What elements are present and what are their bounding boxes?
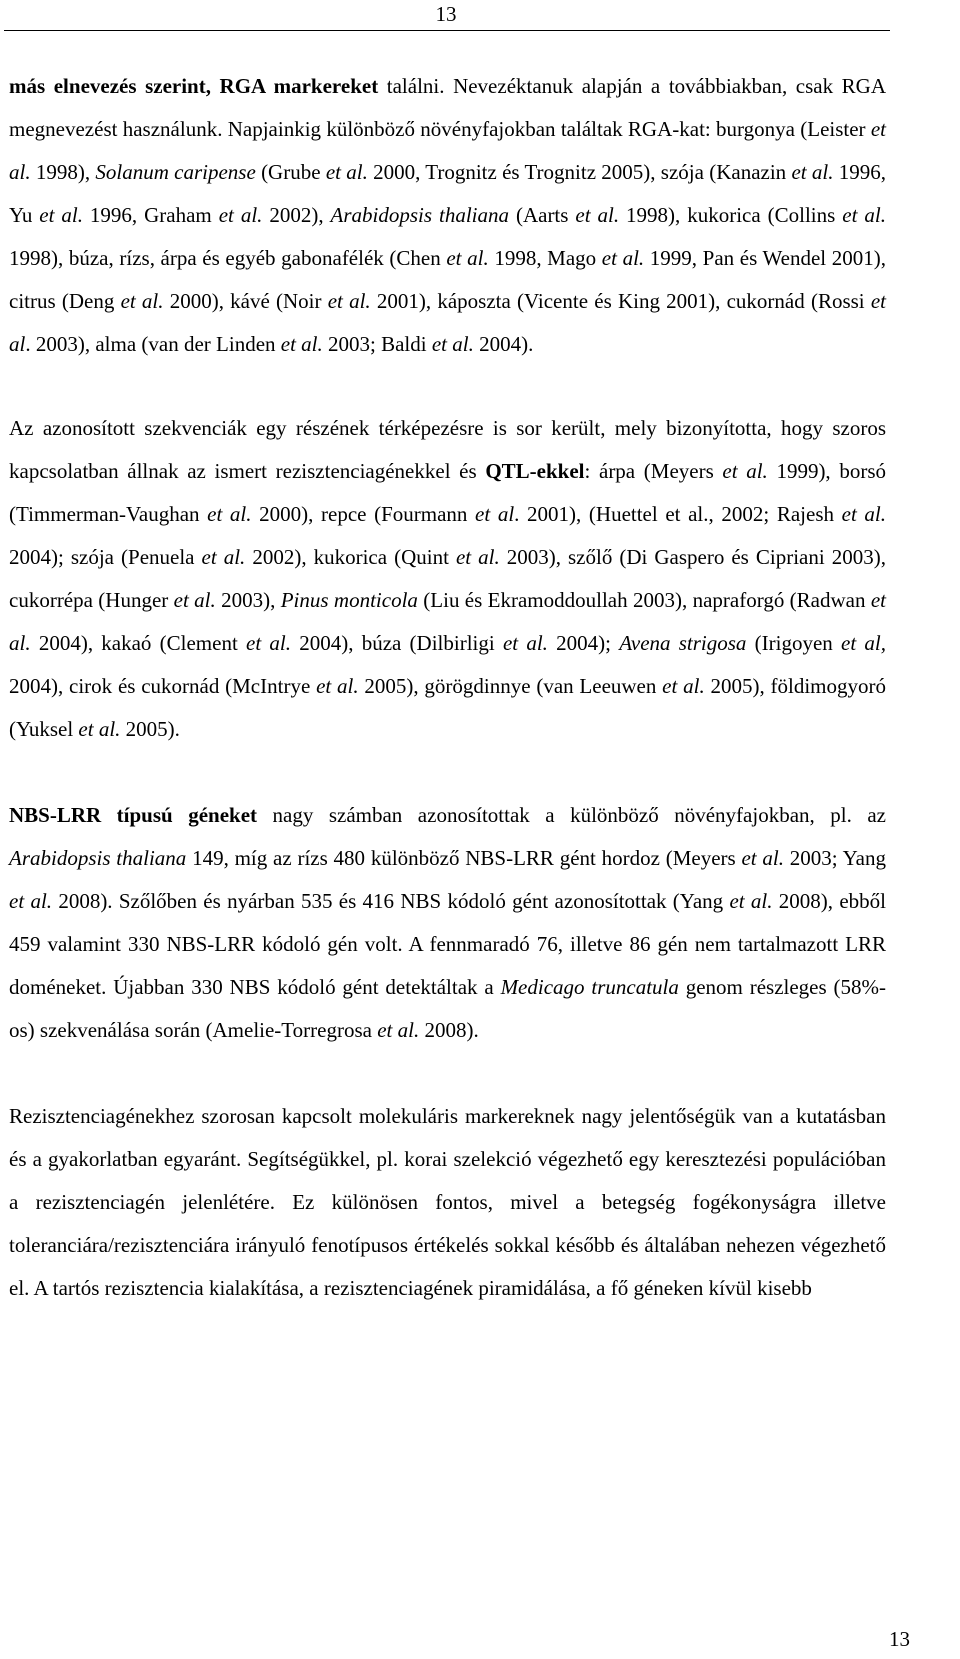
text-run: 1998), búza, rízs, árpa és egyéb gabonafélék (Chen (9, 246, 447, 270)
text-run: 1998), kukorica (Collins (619, 203, 843, 227)
italic-text: et al. (39, 203, 83, 227)
paragraph-1 (9, 65, 886, 366)
italic-text: Avena strigosa (619, 631, 747, 655)
italic-text: et al. (9, 117, 886, 184)
text-run: Az azonosított szekvenciák egy részének térképezésre is sor került, mely bizonyította, hogy szoros kapcsolatban állnak az ismert rezisztenciagénekkel és (9, 416, 886, 483)
text-run: : árpa (Meyers (584, 459, 723, 483)
text-run: 1998, Mago (488, 246, 602, 270)
italic-text: et al. (502, 631, 548, 655)
italic-text: et al. (601, 246, 645, 270)
text-run: 2004); szója (Penuela (9, 545, 202, 569)
text-run: 2003; Yang (783, 846, 886, 870)
text-run: (Grube (255, 160, 326, 184)
italic-text: et al. (842, 203, 886, 227)
text-run: 2004), cirok és cukornád (McIntrye (9, 674, 317, 698)
text-run: (Liu és Ekramoddoullah 2003), napraforgó (Radwan (417, 588, 871, 612)
text-run: 2008). (419, 1018, 479, 1042)
italic-text: et al. (207, 502, 252, 526)
italic-text: et al (9, 289, 886, 356)
italic-text: et al. (218, 203, 263, 227)
italic-text: Medicago truncatula (500, 975, 679, 999)
italic-text: Solanum caripense (95, 160, 256, 184)
italic-text: et al. (9, 588, 887, 655)
italic-text: et al. (662, 674, 705, 698)
text-run: 2003; Baldi (322, 332, 432, 356)
text-run: . 2003), alma (van der Linden (25, 332, 281, 356)
text-run: (Irigoyen (746, 631, 842, 655)
text-run: 2003), szőlő (Di Gaspero és Cipriani 2003), cukorrépa (Hunger (9, 545, 886, 612)
italic-text: Arabidopsis thaliana (330, 203, 510, 227)
italic-text: et al. (377, 1018, 420, 1042)
italic-text: et al. (201, 545, 246, 569)
italic-text: et al. (280, 332, 323, 356)
text-run: 2005), görögdinnye (van Leeuwen (358, 674, 663, 698)
text-run: 1999, Pan és Wendel 2001), citrus (Deng (9, 246, 886, 313)
italic-text: et al. (791, 160, 834, 184)
italic-text: et al, (841, 631, 886, 655)
italic-text: et al. (741, 846, 784, 870)
italic-text: et al. (446, 246, 489, 270)
text-run: 2004), búza (Dilbirligi (291, 631, 503, 655)
paragraph-2 (9, 407, 886, 751)
text-run: 149, míg az rízs 480 különböző NBS-LRR gént hordoz (Meyers (186, 846, 742, 870)
document-body (9, 65, 886, 1310)
italic-text: et al. (173, 588, 216, 612)
text-run: 1996, Yu (9, 160, 886, 227)
paragraph-4 (9, 1095, 886, 1310)
text-run: 2004), kakaó (Clement (30, 631, 247, 655)
text-run: 2005), földimogyoró (Yuksel (9, 674, 886, 741)
italic-text: et al. (722, 459, 768, 483)
italic-text: et al. (9, 889, 53, 913)
text-run: 2001), káposzta (Vicente és King 2001), cukornád (Rossi (370, 289, 871, 313)
text-run: 2002), (262, 203, 331, 227)
text-run: (Aarts (509, 203, 576, 227)
italic-text: et al. (327, 289, 371, 313)
text-run: 1996, Graham (82, 203, 219, 227)
italic-text: et al. (575, 203, 620, 227)
italic-text: et al. (431, 332, 474, 356)
text-run: 2000), kávé (Noir (163, 289, 328, 313)
text-run: találni. Nevezéktanuk alapján a továbbiakban, csak RGA megnevezést használunk. Napjainkig különböző növényfajokban találtak RGA-kat: burgonya (Leister (9, 74, 886, 141)
text-run: nagy számban azonosítottak a különböző növényfajokban, pl. az (257, 803, 886, 827)
italic-text: et al. (325, 160, 368, 184)
bold-text: QTL-ekkel (485, 459, 585, 483)
text-run: 2004). (473, 332, 534, 356)
bold-text: más elnevezés szerint, RGA markereket (9, 74, 379, 98)
italic-text: et al. (841, 502, 886, 526)
text-run: 1999), borsó (Timmerman-Vaughan (9, 459, 886, 526)
italic-text: et al. (246, 631, 291, 655)
italic-text: et al. (78, 717, 121, 741)
text-run: . 2001), (Huettel et al., 2002; Rajesh (514, 502, 842, 526)
page-number-top: 13 (435, 2, 457, 26)
italic-text: et al. (455, 545, 500, 569)
text-run: 2005). (120, 717, 180, 741)
italic-text: et al. (729, 889, 773, 913)
text-run: genom részleges (58%-os) szekvenálása során (Amelie-Torregrosa (9, 975, 886, 1042)
italic-text: et al. (120, 289, 164, 313)
text-run: 2002), kukorica (Quint (245, 545, 456, 569)
italic-text: et al. (316, 674, 359, 698)
text-run: 2000), repce (Fourmann (251, 502, 476, 526)
text-run: 2003), (215, 588, 281, 612)
bold-text: NBS-LRR típusú géneket (9, 803, 258, 827)
text-run: 2008). Szőlőben és nyárban 535 és 416 NBS kódoló gént azonosítottak (Yang (52, 889, 730, 913)
text-run: Rezisztenciagénekhez szorosan kapcsolt molekuláris markereknek nagy jelentőségük van a kutatásban és a gyakorlatban egyaránt. Segítségükkel, pl. korai szelekció végezhető egy keresztezési populációban a rezisztenciagén jelenlétére. Ez különösen fontos, mivel a betegség fogékonyságra illetve toleranciára/rezisztenciára irányuló fenotípusos értékelés sokkal később és általában nehezen végezhető el. A tartós rezisztencia kialakítása, a rezisztenciagének piramidálása, a fő géneken kívül kisebb (9, 1104, 886, 1300)
page-number-bottom: 13 (889, 1627, 910, 1651)
text-run: 2000, Trognitz és Trognitz 2005), szója (Kanazin (367, 160, 792, 184)
text-run: 2008), ebből 459 valamint 330 NBS-LRR kódoló gén volt. A fennmaradó 76, illetve 86 gén nem tartalmazott LRR doméneket. Újabban 330 NBS kódoló gént detektáltak a (9, 889, 886, 999)
italic-text: Pinus monticola (280, 588, 418, 612)
paragraph-3 (9, 794, 886, 1052)
italic-text: Arabidopsis thaliana (9, 846, 187, 870)
text-run: 2004); (547, 631, 620, 655)
text-run: 1998), (30, 160, 96, 184)
header-rule (4, 30, 890, 31)
italic-text: et al (475, 502, 515, 526)
